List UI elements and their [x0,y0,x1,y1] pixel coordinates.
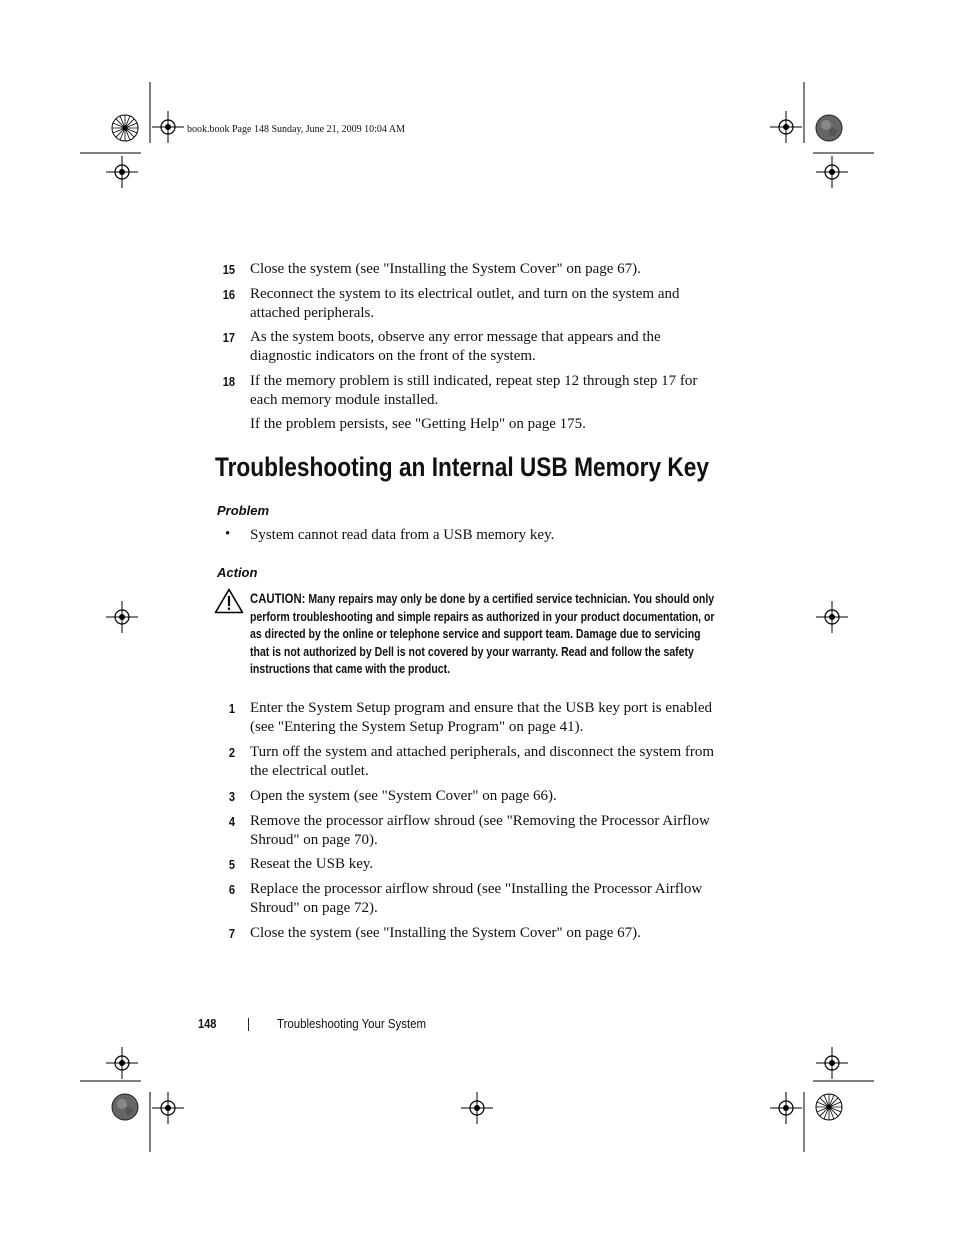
action-heading: Action [217,565,258,580]
page-number: 148 [198,1016,217,1031]
step-number: 16 [222,287,235,302]
step-text: Open the system (see "System Cover" on page 66). [250,788,557,804]
step-number: 5 [228,857,235,872]
bullet-icon: • [225,526,231,542]
caution-label: CAUTION: [250,590,306,606]
problem-bullet: System cannot read data from a USB memory key. [250,527,555,543]
step-text: If the memory problem is still indicated, repeat step 12 through step 17 for each memory module installed. [250,373,698,408]
step-text: As the system boots, observe any error message that appears and the diagnostic indicators on the front of the system. [250,329,661,364]
step-text: Reseat the USB key. [250,856,374,872]
step-number: 18 [222,374,235,389]
step-number: 4 [228,814,235,829]
persist-note: If the problem persists, see "Getting Help" on page 175. [250,416,586,432]
step-text: Turn off the system and attached peripherals, and disconnect the system from the electrical outlet. [250,744,715,779]
step-number: 7 [228,926,235,941]
print-slug: book.book Page 148 Sunday, June 21, 2009 10:04 AM [187,124,405,135]
footer-divider [248,1018,249,1031]
step-text: Enter the System Setup program and ensure that the USB key port is enabled (see "Entering the System Setup Program" on page 41). [250,700,712,735]
step-number: 3 [228,789,235,804]
footer-section-title: Troubleshooting Your System [277,1016,427,1031]
caution-note [250,590,720,678]
step-number: 6 [228,882,235,897]
caution-icon [214,588,244,614]
step-number: 2 [228,745,235,760]
step-text: Replace the processor airflow shroud (see "Installing the Processor Airflow Shroud" on page 72). [250,881,703,916]
step-text: Remove the processor airflow shroud (see "Removing the Processor Airflow Shroud" on page 70). [250,813,710,848]
step-text: Close the system (see "Installing the System Cover" on page 67). [250,925,641,941]
step-number: 15 [222,262,235,277]
section-heading: Troubleshooting an Internal USB Memory Key [215,452,709,482]
step-text: Reconnect the system to its electrical outlet, and turn on the system and attached peripherals. [250,286,680,321]
problem-heading: Problem [217,503,270,518]
step-text: Close the system (see "Installing the System Cover" on page 67). [250,261,641,277]
step-number: 17 [222,330,235,345]
caution-text: Many repairs may only be done by a certified service technician. You should only perform troubleshooting and simple repairs as authorized in your product documentation, or as directed by the online or telephone service and support team. Damage due to servicing that is not authorized by Dell is not covered by your warranty. Read and follow the safety instructions that came with the product. [250,591,715,676]
step-number: 1 [228,701,235,716]
